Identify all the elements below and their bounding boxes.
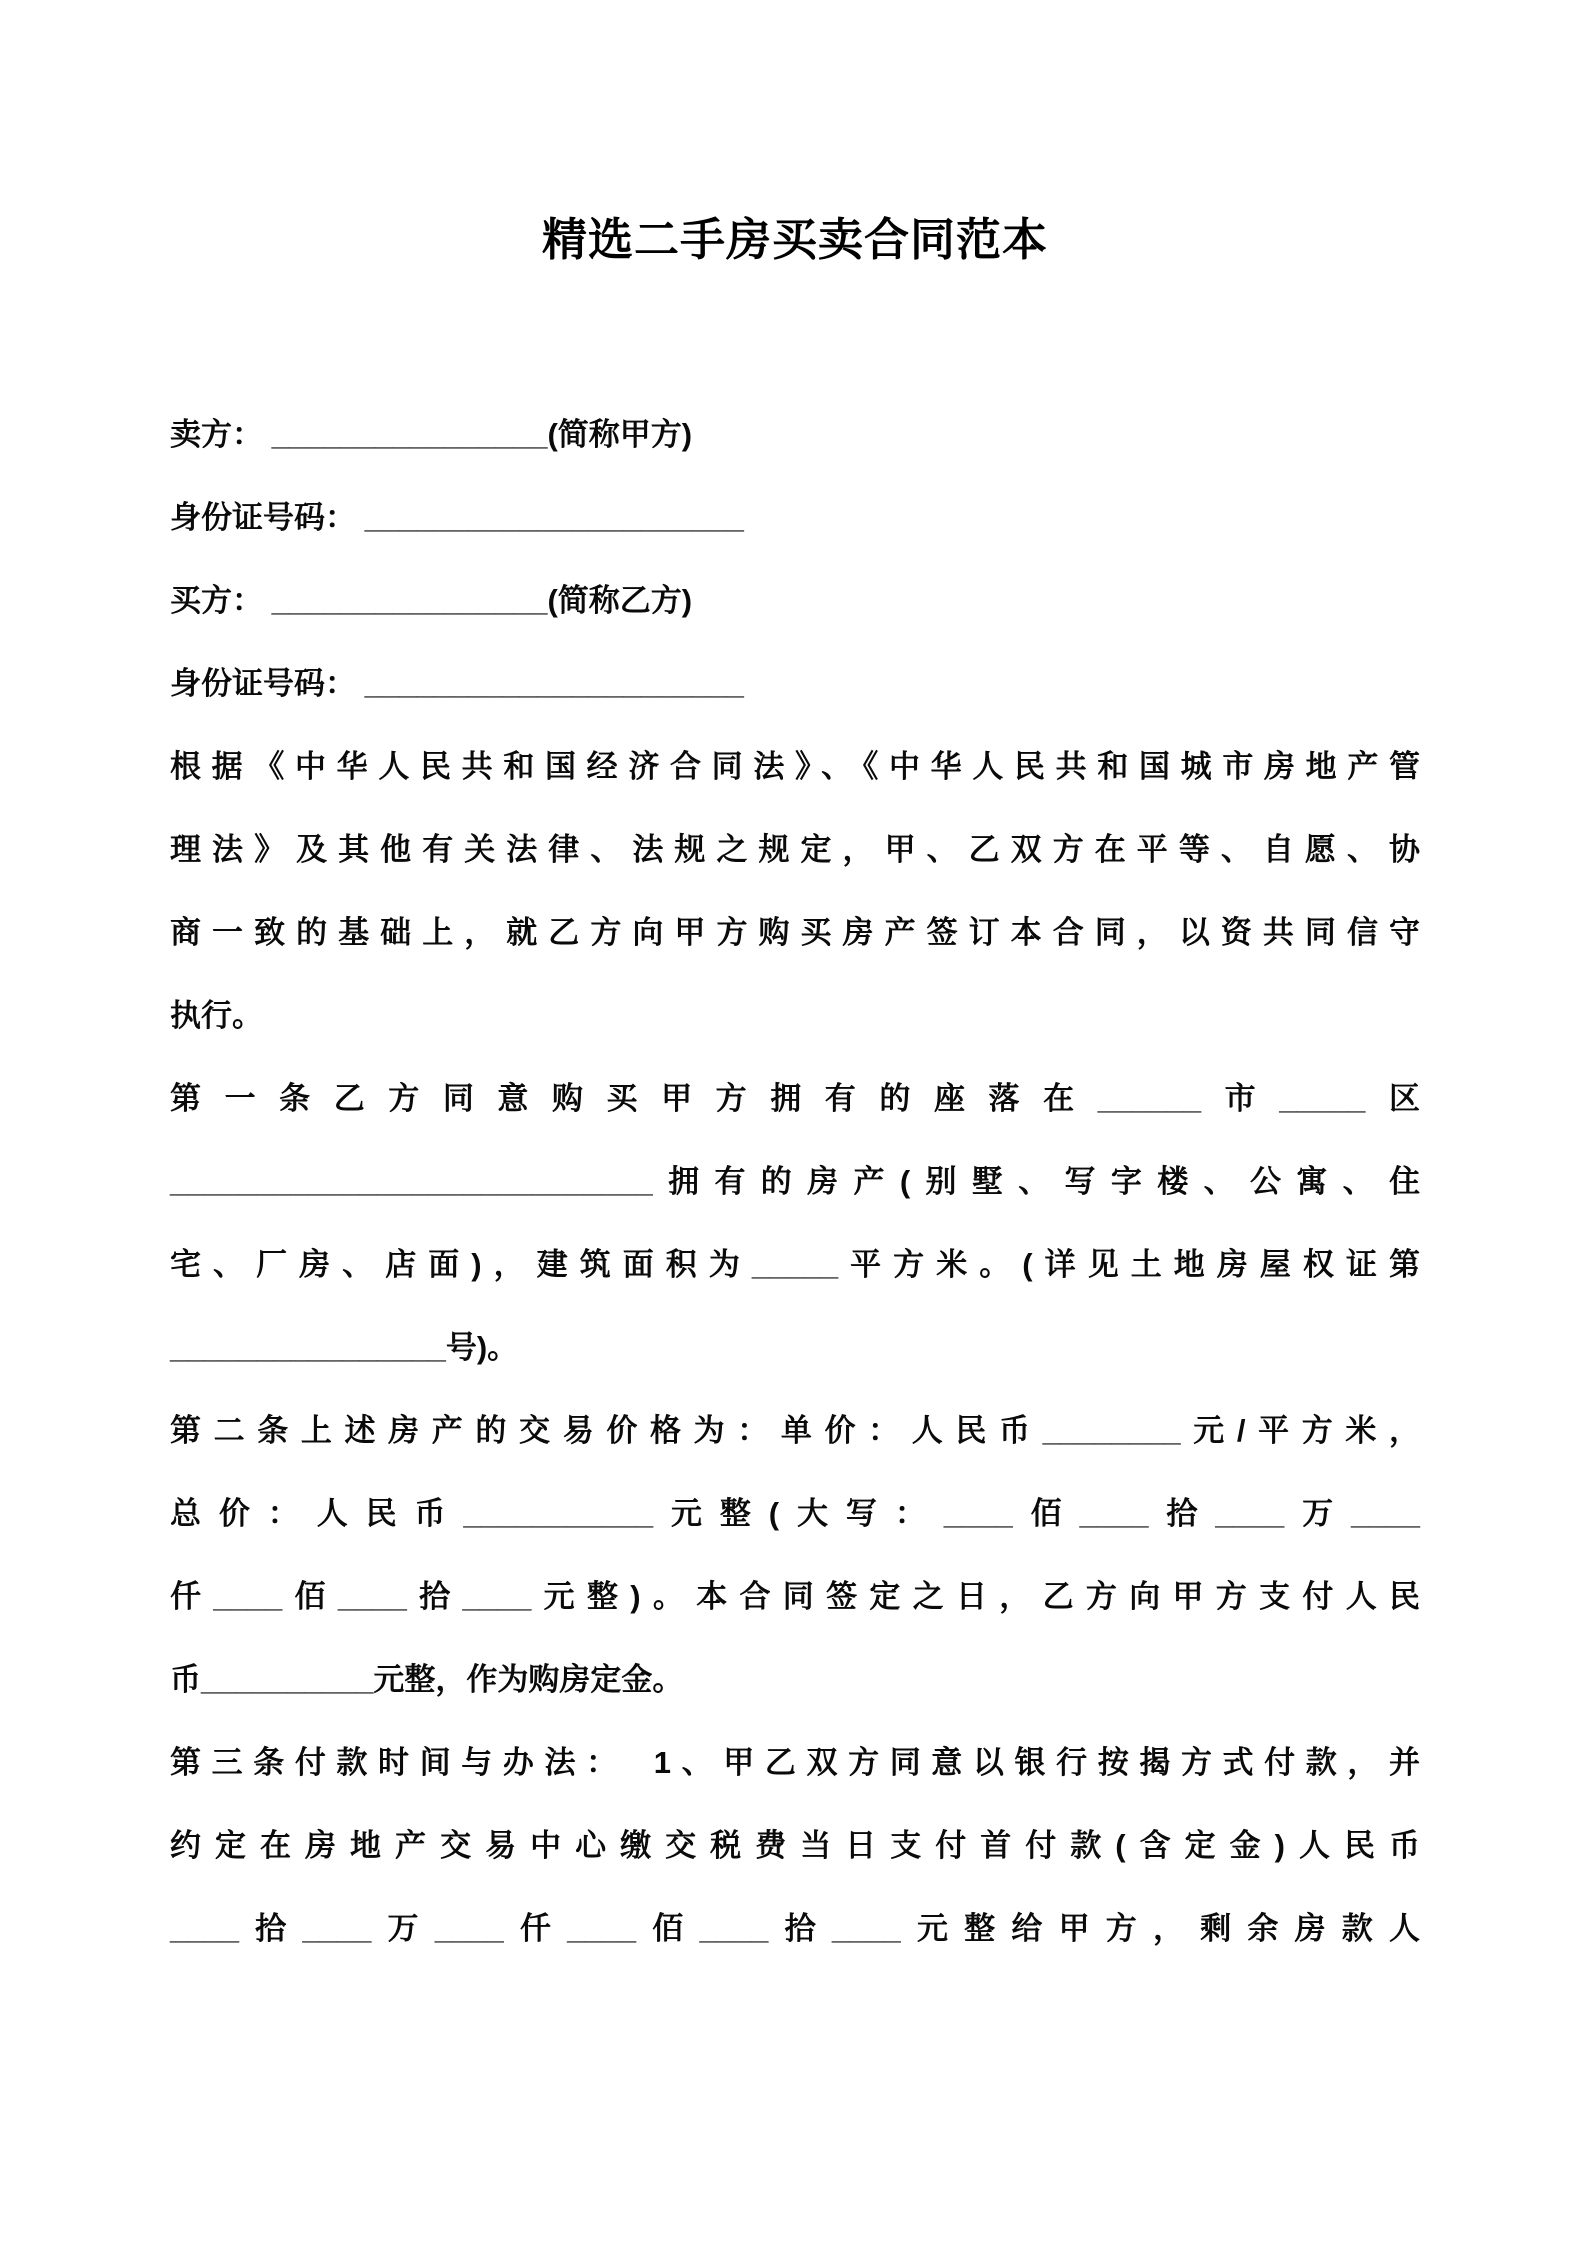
article-1-line-4: ________________号)。 (170, 1330, 519, 1365)
article-2-line-4: 币__________元整，作为购房定金。 (170, 1662, 684, 1697)
seller-id-line: 身份证号码： ______________________ (170, 500, 744, 535)
article-2-line-1: 第二条上述房产的交易价格为：单价：人民币________元/平方米， (170, 1413, 1420, 1448)
article-3-line-2: 约定在房地产交易中心缴交税费当日支付首付款(含定金)人民币 (170, 1828, 1420, 1863)
article-2-line-3: 仟____佰____拾____元整)。本合同签定之日，乙方向甲方支付人民 (170, 1579, 1420, 1614)
seller-line: 卖方： ________________(简称甲方) (170, 417, 693, 452)
article-1-line-1: 第一条乙方同意购买甲方拥有的座落在______市_____区 (170, 1081, 1420, 1116)
document-body (170, 393, 1420, 1970)
article-3-line-1: 第三条付款时间与办法： 1、甲乙双方同意以银行按揭方式付款，并 (170, 1745, 1420, 1780)
article-1-line-2: ____________________________拥有的房产(别墅、写字楼、公寓、住 (170, 1164, 1420, 1199)
preamble-line-1: 根据《中华人民共和国经济合同法》、《中华人民共和国城市房地产管 (170, 749, 1420, 784)
article-3-line-3: ____拾____万____仟____佰____拾____元整给甲方，剩余房款人 (170, 1911, 1420, 1946)
document-title: 精选二手房买卖合同范本 (541, 214, 1048, 265)
article-1-line-3: 宅、厂房、店面)，建筑面积为_____平方米。(详见土地房屋权证第 (170, 1247, 1420, 1282)
preamble-line-2: 理法》及其他有关法律、法规之规定，甲、乙双方在平等、自愿、协 (170, 832, 1420, 867)
preamble-line-4: 执行。 (170, 998, 263, 1033)
buyer-line: 买方： ________________(简称乙方) (170, 583, 693, 618)
buyer-id-line: 身份证号码： ______________________ (170, 666, 744, 701)
preamble-line-3: 商一致的基础上，就乙方向甲方购买房产签订本合同，以资共同信守 (170, 915, 1420, 950)
article-2-line-2: 总价：人民币___________元整(大写：____佰____拾____万____ (170, 1496, 1420, 1531)
